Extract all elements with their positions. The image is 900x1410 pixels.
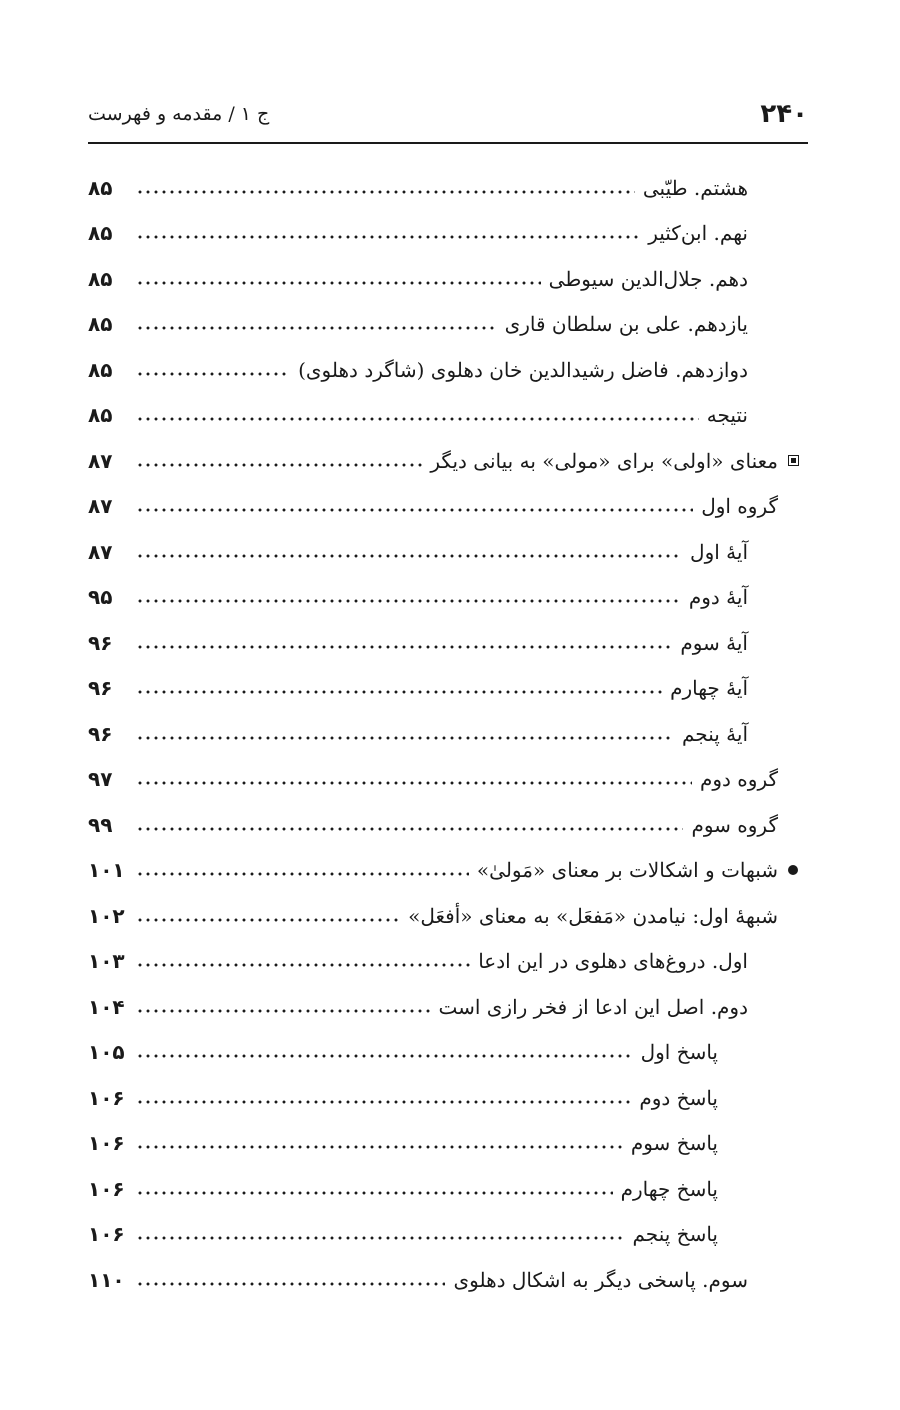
dot-leader: [136, 599, 681, 603]
toc-entry-page-number: ۱۰۶: [88, 1131, 125, 1156]
toc-entry: [88, 393, 808, 439]
toc-entry-title: معنای «اولی» برای «مولی» به بیانی دیگر: [430, 448, 778, 473]
dot-leader: [136, 645, 672, 649]
dot-bullet-icon: [778, 865, 808, 875]
toc-entry-page-number: ۱۰۶: [88, 1176, 125, 1201]
toc-entry-title: شبههٔ اول: نیامدن «مَفعَل» به معنای «أفعَل»: [408, 903, 778, 928]
toc-entry-page-number: ۸۵: [88, 266, 113, 291]
dot-leader: [136, 1191, 613, 1195]
toc-entry-title: پاسخ اول: [640, 1040, 718, 1065]
toc-entry-title: آیهٔ چهارم: [670, 676, 748, 701]
toc-entry-page-number: ۸۷: [88, 448, 113, 473]
toc-entry: [88, 575, 808, 621]
toc-entry-title: هشتم. طیّبی: [642, 175, 748, 200]
dot-leader: [136, 963, 470, 967]
toc-entry: [88, 438, 808, 484]
toc-entry-title: پاسخ دوم: [639, 1085, 718, 1110]
toc-entry-title: دوازدهم. فاضل رشیدالدین خان دهلوی (شاگرد دهلوی): [298, 357, 748, 382]
dot-bullet-shape: [788, 865, 798, 875]
toc-entry-page-number: ۱۰۲: [88, 903, 125, 928]
toc-entry: [88, 1121, 808, 1167]
toc-entry: [88, 211, 808, 257]
toc-entry-title: نهم. ابن‌کثیر: [648, 221, 748, 246]
dot-leader: [136, 1009, 430, 1013]
dot-leader: [136, 827, 683, 831]
dot-leader: [136, 736, 674, 740]
toc-entry-title: یازدهم. علی بن سلطان قاری: [504, 312, 748, 337]
toc-entry-title: آیهٔ اول: [690, 539, 748, 564]
toc-entry-title: پاسخ پنجم: [632, 1222, 718, 1247]
dot-leader: [136, 872, 469, 876]
toc-entry: [88, 529, 808, 575]
toc-entry: [88, 939, 808, 985]
toc-entry-page-number: ۱۰۵: [88, 1040, 125, 1065]
toc-entry-page-number: ۸۵: [88, 312, 113, 337]
toc-entry-title: گروه اول: [701, 494, 778, 519]
toc-entry-page-number: ۹۶: [88, 676, 113, 701]
toc-entry-page-number: ۸۷: [88, 494, 113, 519]
dot-leader: [136, 508, 693, 512]
dot-leader: [136, 190, 635, 194]
toc-entry-page-number: ۹۶: [88, 721, 113, 746]
toc-entry-page-number: ۱۰۶: [88, 1222, 125, 1247]
toc-entry: [88, 757, 808, 803]
dot-leader: [136, 1282, 445, 1286]
toc-entry-title: گروه دوم: [700, 767, 778, 792]
toc-entry-page-number: ۱۰۳: [88, 949, 125, 974]
toc-entry-page-number: ۸۵: [88, 357, 113, 382]
toc-entry-title: آیهٔ پنجم: [681, 721, 748, 746]
toc-entry-page-number: ۸۵: [88, 175, 113, 200]
running-head: ج ۱ / مقدمه و فهرست: [88, 103, 270, 125]
toc-entry-page-number: ۹۷: [88, 767, 113, 792]
toc-entry-page-number: ۹۶: [88, 630, 113, 655]
toc-entry: [88, 484, 808, 530]
toc-entry-title: شبهات و اشکالات بر معنای «مَولیٰ»: [476, 858, 778, 883]
dot-leader: [136, 326, 497, 330]
toc-entry-page-number: ۸۷: [88, 539, 113, 564]
page-header: [88, 92, 808, 136]
toc-entry-page-number: ۱۰۱: [88, 858, 125, 883]
dot-leader: [136, 918, 400, 922]
toc-entry: [88, 848, 808, 894]
toc-entry-title: آیهٔ سوم: [680, 630, 748, 655]
toc-entry-page-number: ۱۱۰: [88, 1267, 125, 1292]
toc-entry-page-number: ۹۹: [88, 812, 113, 837]
toc-entry: [88, 1212, 808, 1258]
toc-entry-title: گروه سوم: [691, 812, 778, 837]
toc-entry-title: نتیجه: [706, 403, 748, 428]
page-number: ۲۴۰: [760, 99, 808, 129]
table-of-contents: [88, 165, 808, 1303]
dot-leader: [136, 690, 662, 694]
toc-entry-page-number: ۱۰۶: [88, 1085, 125, 1110]
dot-leader: [136, 372, 290, 376]
toc-entry: [88, 165, 808, 211]
dot-leader: [136, 781, 692, 785]
toc-entry-title: دهم. جلال‌الدین سیوطی: [548, 266, 748, 291]
toc-entry-title: دوم. اصل این ادعا از فخر رازی است: [438, 994, 748, 1019]
dot-leader: [136, 554, 682, 558]
toc-entry: [88, 347, 808, 393]
toc-entry: [88, 1166, 808, 1212]
dot-leader: [136, 463, 422, 467]
dot-leader: [136, 1100, 631, 1104]
toc-entry: [88, 802, 808, 848]
toc-entry-title: آیهٔ دوم: [688, 585, 748, 610]
toc-entry: [88, 620, 808, 666]
dot-leader: [136, 1236, 624, 1240]
dot-leader: [136, 417, 699, 421]
toc-entry-page-number: ۱۰۴: [88, 994, 125, 1019]
toc-entry-title: پاسخ سوم: [630, 1131, 718, 1156]
dot-leader: [136, 1145, 623, 1149]
dot-leader: [136, 281, 541, 285]
square-bullet-shape: [788, 455, 799, 466]
toc-entry: [88, 1257, 808, 1303]
toc-entry: [88, 711, 808, 757]
square-bullet-icon: [778, 455, 808, 466]
toc-entry: [88, 302, 808, 348]
toc-entry: [88, 666, 808, 712]
toc-entry-page-number: ۹۵: [88, 585, 113, 610]
toc-entry: [88, 1075, 808, 1121]
toc-entry: [88, 893, 808, 939]
dot-leader: [136, 235, 640, 239]
toc-entry: [88, 1030, 808, 1076]
toc-entry: [88, 984, 808, 1030]
header-rule: [88, 142, 808, 144]
toc-entry-title: اول. دروغ‌های دهلوی در این ادعا: [478, 949, 748, 974]
toc-entry-page-number: ۸۵: [88, 403, 113, 428]
toc-entry-title: سوم. پاسخی دیگر به اشکال دهلوی: [453, 1267, 748, 1292]
toc-entry-title: پاسخ چهارم: [620, 1176, 718, 1201]
dot-leader: [136, 1054, 633, 1058]
toc-entry-page-number: ۸۵: [88, 221, 113, 246]
toc-entry: [88, 256, 808, 302]
